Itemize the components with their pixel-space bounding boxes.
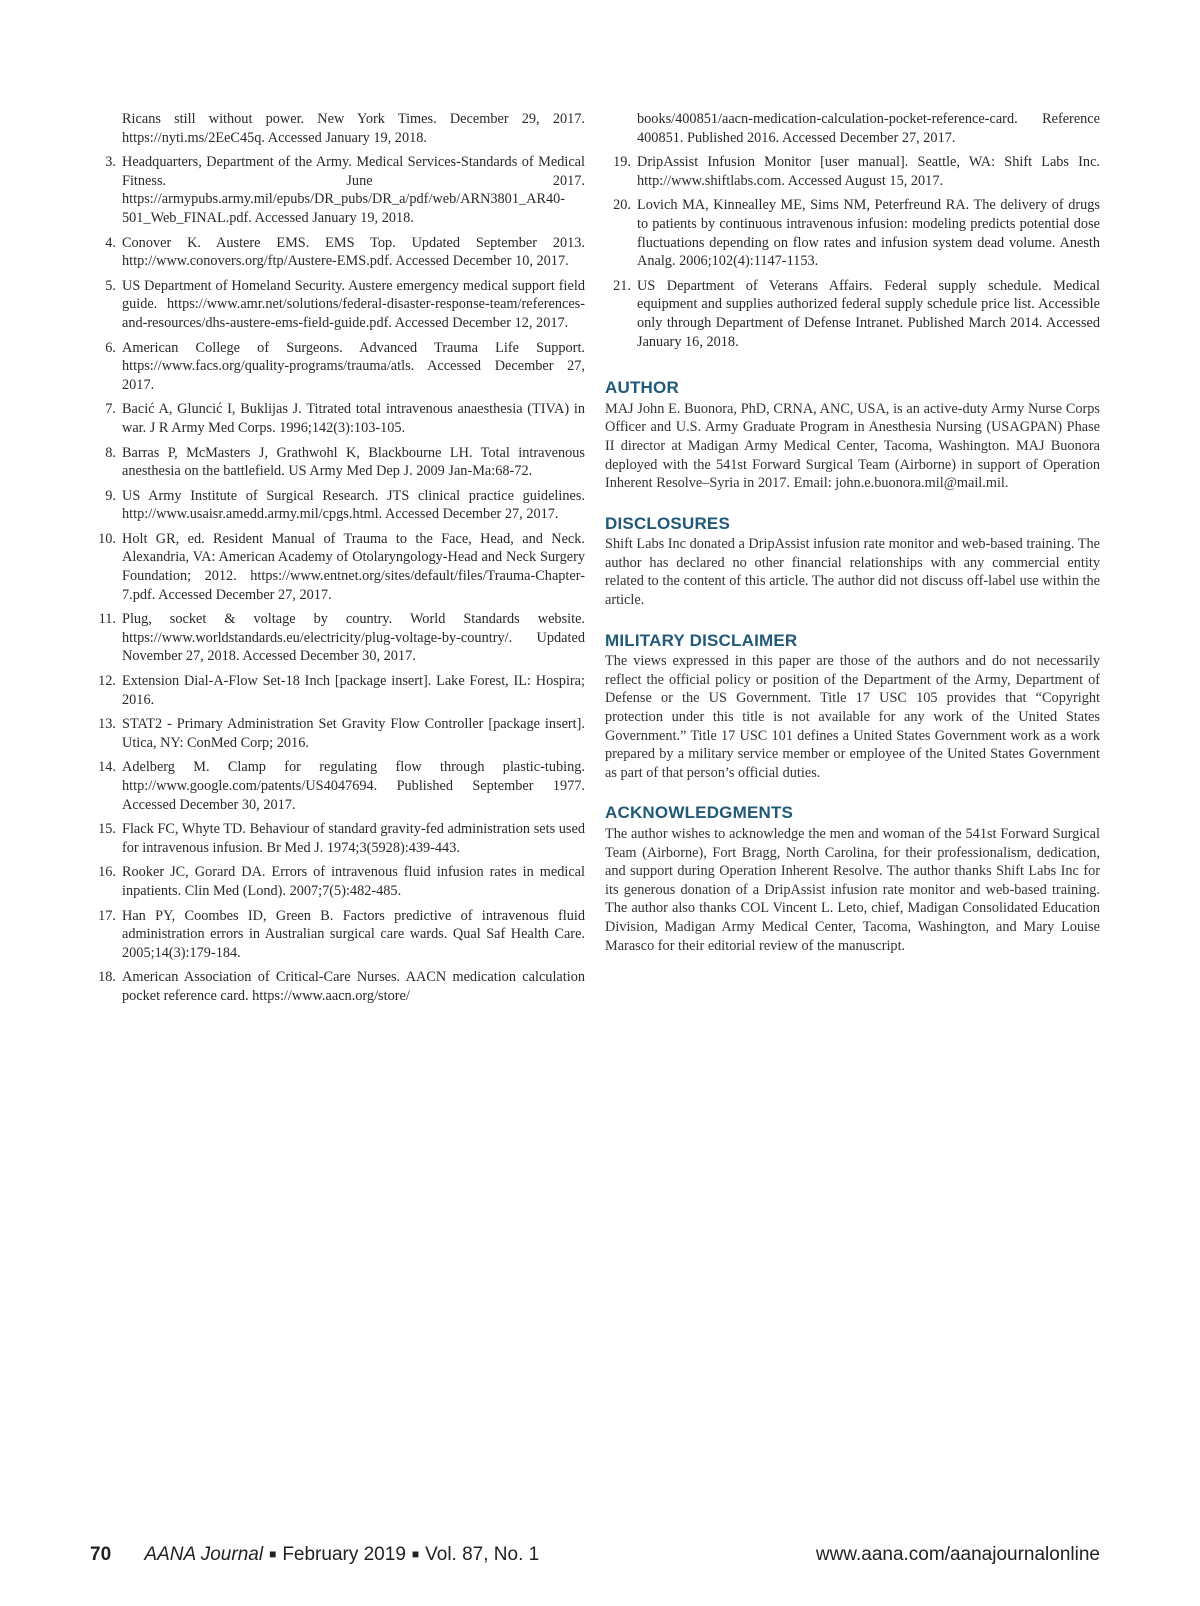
reference-item [605, 277, 1100, 351]
reference-item [90, 487, 585, 524]
separator-icon: ■ [269, 1547, 277, 1561]
reference-text: Rooker JC, Gorard DA. Errors of intravenous fluid infusion rates in medical inpatients. Clin Med (Lond). 2007;7(5):482-485. [122, 864, 585, 899]
reference-text: Adelberg M. Clamp for regulating flow through plastic-tubing. http://www.google.com/patents/US4047694. Published September 1977. Accessed December 30, 2017. [122, 759, 585, 813]
reference-number: 18. [98, 969, 116, 986]
reference-item [90, 153, 585, 227]
reference-item [90, 610, 585, 666]
journal-citation [144, 1544, 539, 1565]
reference-text: Flack FC, Whyte TD. Behaviour of standard gravity-fed administration sets used for intravenous infusion. Br Med J. 1974;3(5928):439-443. [122, 821, 585, 856]
reference-number: 13. [98, 716, 116, 733]
reference-item [90, 444, 585, 481]
reference-text: Bacić A, Gluncić I, Buklijas J. Titrated total intravenous anaesthesia (TIVA) in war. J R Army Med Corps. 1996;142(3):103-105. [122, 401, 585, 436]
reference-item [605, 196, 1100, 270]
reference-text: Holt GR, ed. Resident Manual of Trauma to the Face, Head, and Neck. Alexandria, VA: American Academy of Otolaryngology-Head and Neck Surgery Foundation; 2012. https://www.entnet.org/sites/default/files/Trauma-Chapter-7.pdf. Accessed December 27, 2017. [122, 530, 585, 603]
spacer [605, 357, 1100, 379]
reference-number: 9. [105, 487, 116, 504]
reference-number: 4. [105, 234, 116, 251]
reference-item [90, 968, 585, 1005]
author-body: MAJ John E. Buonora, PhD, CRNA, ANC, USA, is an active-duty Army Nurse Corps Officer and U.S. Army Graduate Program in Anesthesia Nursing (USAGPAN) Phase II director at Madigan Army Medical Center, Tacoma, Washington. MAJ Buonora deployed with the 541st Forward Surgical Team (Airborne) in support of Operation Inherent Resolve–Syria in 2017. Email: john.e.buonora.mil@mail.mil. [605, 400, 1100, 492]
reference-continuation: Ricans still without power. New York Times. December 29, 2017. https://nyti.ms/2EeC45q. Accessed January 19, 2018. [122, 111, 585, 146]
reference-item [90, 234, 585, 271]
reference-text: Barras P, McMasters J, Grathwohl K, Blackbourne LH. Total intravenous anesthesia on the battlefield. US Army Med Dep J. 2009 Jan-Ma:68-72. [122, 444, 585, 480]
reference-item [90, 530, 585, 604]
reference-text: STAT2 - Primary Administration Set Gravity Flow Controller [package insert]. Utica, NY: ConMed Corp; 2016. [122, 716, 585, 751]
reference-text: Han PY, Coombes ID, Green B. Factors predictive of intravenous fluid administration errors in Australian surgical care wards. Qual Saf Health Care. 2005;14(3):179-184. [122, 907, 585, 961]
reference-text: Extension Dial-A-Flow Set-18 Inch [package insert]. Lake Forest, IL: Hospira; 2016. [122, 673, 585, 708]
reference-number: 3. [105, 154, 116, 171]
reference-item [90, 863, 585, 900]
volume-issue: Vol. 87, No. 1 [425, 1544, 540, 1565]
reference-item [90, 907, 585, 963]
left-column [90, 110, 585, 1012]
reference-text: Lovich MA, Kinnealley ME, Sims NM, Peterfreund RA. The delivery of drugs to patients by continuous intravenous infusion: modeling predicts potential dose fluctuations depending on flow rates and infusion system dead volume. Anesth Analg. 2006;102(4):1147-1153. [637, 197, 1100, 270]
reference-number: 20. [613, 197, 631, 214]
reference-text: American Association of Critical-Care Nurses. AACN medication calculation pocket reference card. https://www.aacn.org/store/ [122, 969, 585, 1004]
reference-text: Conover K. Austere EMS. EMS Top. Updated September 2013. http://www.conovers.org/ftp/Austere-EMS.pdf. Accessed December 10, 2017. [122, 234, 585, 270]
reference-number: 6. [105, 339, 116, 356]
disclosures-heading: DISCLOSURES [605, 513, 730, 533]
reference-number: 19. [613, 154, 631, 171]
reference-item [90, 820, 585, 857]
reference-number: 8. [105, 444, 116, 461]
separator-icon: ■ [411, 1547, 420, 1561]
reference-number: 16. [98, 864, 116, 881]
reference-text: Plug, socket & voltage by country. World Standards website. https://www.worldstandards.eu/electricity/plug-voltage-by-country/. Updated November 27, 2018. Accessed December 30, 2017. [122, 611, 585, 665]
reference-text: US Department of Veterans Affairs. Federal supply schedule. Medical equipment and supplies authorized federal supply schedule price list. Accessible only through Department of Defense Intranet. Published March 2014. Accessed January 16, 2018. [637, 277, 1100, 350]
issue-date: February 2019 [282, 1544, 406, 1565]
reference-number: 11. [98, 611, 116, 628]
reference-text: US Department of Homeland Security. Austere emergency medical support field guide. https://www.amr.net/solutions/federal-disaster-response-team/references-and-resources/dhs-austere-ems-field-guide.pdf. Accessed December 12, 2017. [122, 277, 585, 331]
acknowledgments-body: The author wishes to acknowledge the men and woman of the 541st Forward Surgical Team (Airborne), Fort Bragg, North Carolina, for their professionalism, dedication, and support during Operation Inherent Resolve. The author thanks Shift Labs Inc for its generous donation of a DripAssist infusion rate monitor and web-based training. The author also thanks COL Vincent L. Leto, chief, Madigan Consolidated Education Division, Madigan Army Medical Center, Tacoma, Washington, and Mary Louise Marasco for their editorial review of the manuscript. [605, 826, 1100, 954]
page-footer [90, 1544, 1100, 1566]
reference-number: 12. [98, 673, 116, 690]
author-heading: AUTHOR [605, 378, 679, 398]
disclosures-body: Shift Labs Inc donated a DripAssist infusion rate monitor and web-based training. The author has declared no other financial relationships with any commercial entity related to the content of this article. The author did not discuss off-label use within the article. [605, 536, 1100, 609]
reference-text: American College of Surgeons. Advanced Trauma Life Support. https://www.facs.org/quality-programs/trauma/atls. Accessed December 27, 2017. [122, 339, 585, 393]
reference-number: 7. [105, 401, 116, 418]
reference-item [90, 400, 585, 437]
reference-number: 17. [98, 907, 116, 924]
reference-text: Headquarters, Department of the Army. Medical Services-Standards of Medical Fitness. June 2017. https://armypubs.army.mil/epubs/DR_pubs/DR_a/pdf/web/ARN3801_AR40-501_Web_FINAL.pdf. Accessed January 19, 2018. [122, 154, 585, 226]
reference-item [90, 758, 585, 814]
reference-item [90, 339, 585, 395]
reference-item [90, 715, 585, 752]
reference-text: DripAssist Infusion Monitor [user manual]. Seattle, WA: Shift Labs Inc. http://www.shiftlabs.com. Accessed August 15, 2017. [637, 154, 1100, 189]
military-disclaimer-body: The views expressed in this paper are those of the authors and do not necessarily reflect the official policy or position of the Department of the Army, Department of Defense or the US Government. Title 17 USC 105 provides that “Copyright protection under this title is not available for any work of the United States Government.” Title 17 USC 101 defines a United States Government work as a work prepared by a military service member or employee of the United States Government as part of that person’s official duties. [605, 653, 1100, 781]
military-disclaimer-heading: MILITARY DISCLAIMER [605, 630, 798, 650]
reference-number: 5. [105, 277, 116, 294]
reference-text: US Army Institute of Surgical Research. JTS clinical practice guidelines. http://www.usaisr.amedd.army.mil/cpgs.html. Accessed December 27, 2017. [122, 487, 585, 523]
reference-item [605, 153, 1100, 190]
acknowledgments-heading: ACKNOWLEDGMENTS [605, 803, 794, 823]
reference-item [90, 277, 585, 333]
journal-name: AANA Journal [144, 1544, 264, 1565]
page-number: 70 [90, 1544, 112, 1565]
reference-number: 10. [98, 530, 116, 547]
reference-number: 15. [98, 821, 116, 838]
reference-item [90, 672, 585, 709]
journal-website-link[interactable]: www.aana.com/aanajournalonline [815, 1544, 1100, 1565]
reference-number: 14. [98, 759, 116, 776]
right-column [605, 110, 1100, 977]
reference-number: 21. [613, 277, 631, 294]
reference-continuation: books/400851/aacn-medication-calculation-pocket-reference-card. Reference 400851. Published 2016. Accessed December 27, 2017. [637, 111, 1100, 146]
